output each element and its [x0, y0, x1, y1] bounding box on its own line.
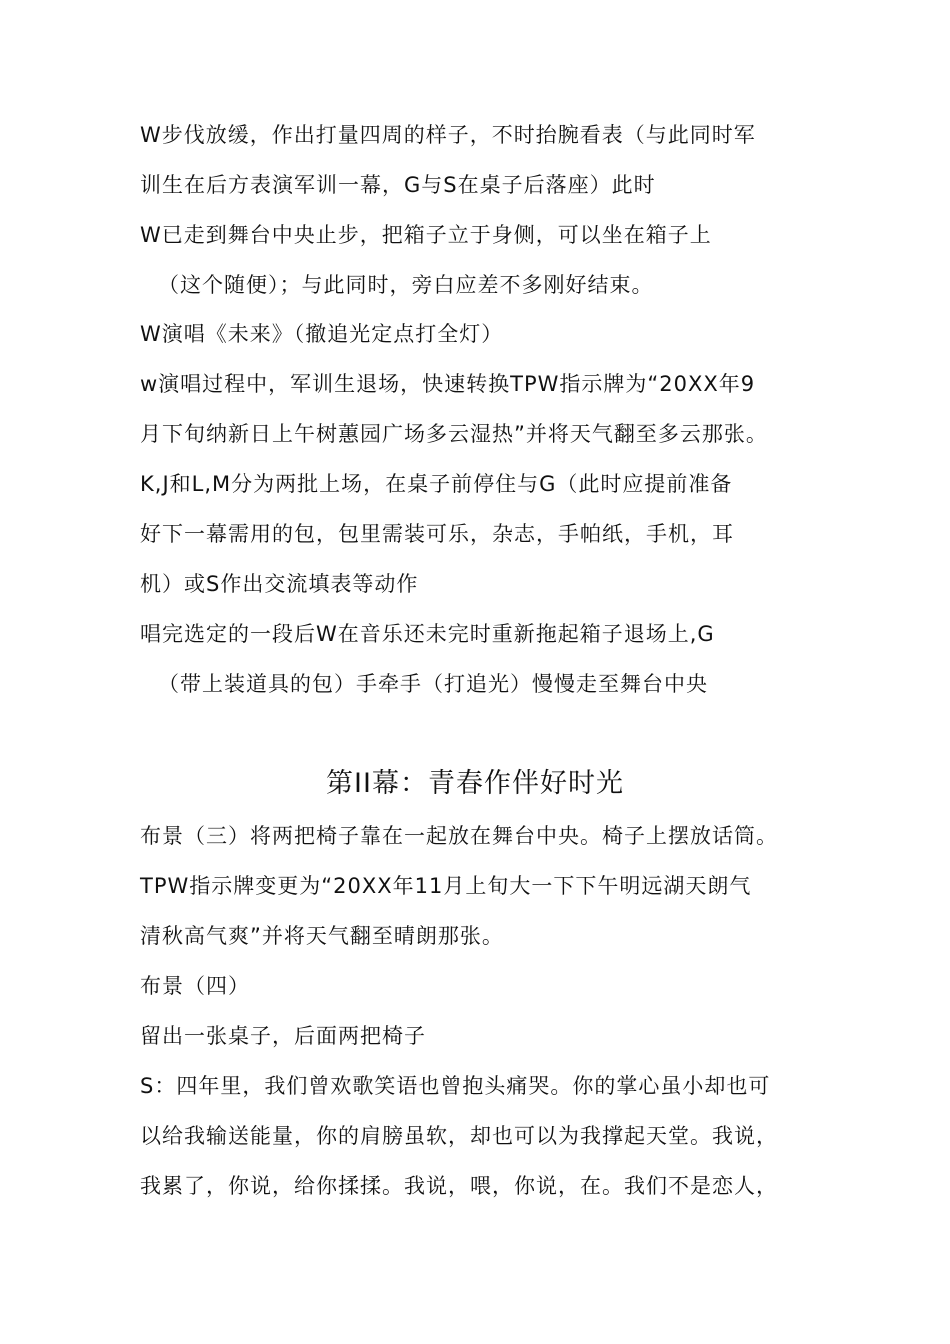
script-line: （带上装道具的包）手牵手（打追光）慢慢走至舞台中央	[158, 672, 708, 696]
script-line: S：四年里，我们曾欢歌笑语也曾抱头痛哭。你的掌心虽小却也可	[140, 1074, 771, 1098]
script-line: W演唱《未来》（撤追光定点打全灯）	[140, 322, 504, 346]
script-line: 训生在后方表演军训一幕，G与S在桌子后落座）此时	[140, 173, 656, 197]
script-line: 机）或S作出交流填表等动作	[140, 572, 419, 596]
script-line: W已走到舞台中央止步，把箱子立于身侧，可以坐在箱子上	[140, 223, 712, 247]
script-line: 我累了，你说，给你揉揉。我说，喂，你说，在。我们不是恋人，	[140, 1174, 778, 1198]
script-line: W步伐放缓，作出打量四周的样子，不时抬腕看表（与此同时军	[140, 123, 756, 147]
script-line: 清秋高气爽”并将天气翻至晴朗那张。	[140, 924, 504, 948]
script-line: TPW指示牌变更为“20XX年11月上旬大一下下午明远湖天朗气	[140, 874, 752, 898]
script-line: 布景（三）将两把椅子靠在一起放在舞台中央。椅子上摆放话筒。	[140, 824, 778, 848]
act-heading: 第II幕：青春作伴好时光	[326, 768, 624, 799]
script-line: 好下一幕需用的包，包里需装可乐，杂志，手帕纸，手机，耳	[140, 522, 734, 546]
script-line: 布景（四）	[140, 974, 250, 998]
script-line: （这个随便）；与此同时，旁白应差不多刚好结束。	[158, 273, 654, 297]
script-line: 留出一张桌子，后面两把椅子	[140, 1024, 426, 1048]
script-line: 以给我输送能量，你的肩膀虽软，却也可以为我撑起天堂。我说，	[140, 1124, 778, 1148]
script-line: w演唱过程中，军训生退场，快速转换TPW指示牌为“20XX年9	[140, 372, 756, 396]
script-line: 唱完选定的一段后W在音乐还未完时重新拖起箱子退场上,G	[140, 622, 715, 646]
script-line: K,J和L,M分为两批上场，在桌子前停住与G（此时应提前准备	[140, 472, 733, 496]
script-line: 月下旬纳新日上午树蕙园广场多云湿热”并将天气翻至多云那张。	[140, 422, 768, 446]
